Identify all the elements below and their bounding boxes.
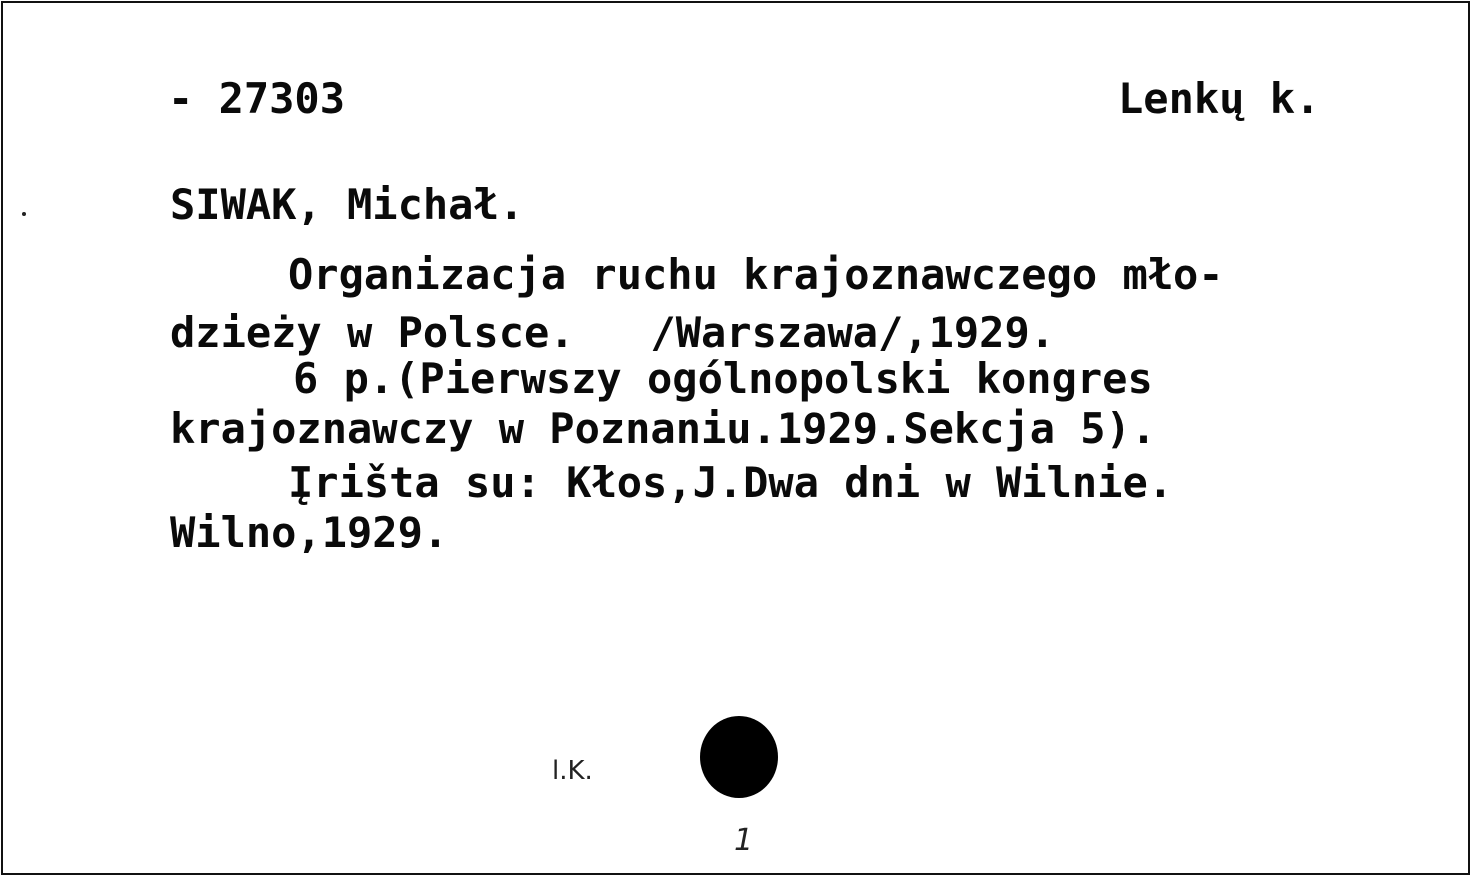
- card-author: SIWAK, Michał.: [170, 180, 525, 229]
- punch-hole: [700, 716, 778, 798]
- card-line-5: Įrišta su: Kłos,J.Dwa dni w Wilnie.: [288, 458, 1174, 507]
- handwritten-annotation: l.K.: [552, 756, 593, 786]
- card-category: Lenkų k.: [1118, 74, 1321, 123]
- card-line-1: Organizacja ruchu krajoznawczego mło-: [288, 250, 1224, 299]
- card-line-6: Wilno,1929.: [170, 508, 449, 557]
- card-line-4: krajoznawczy w Poznaniu.1929.Sekcja 5).: [170, 404, 1157, 453]
- handwritten-page-mark: 1: [734, 823, 754, 858]
- card-line-2: dzieży w Polsce. /Warszawa/,1929.: [170, 308, 1056, 357]
- card-number: - 27303: [168, 74, 346, 123]
- card-line-3: 6 p.(Pierwszy ogólnopolski kongres: [293, 354, 1153, 403]
- margin-speck: [22, 212, 26, 216]
